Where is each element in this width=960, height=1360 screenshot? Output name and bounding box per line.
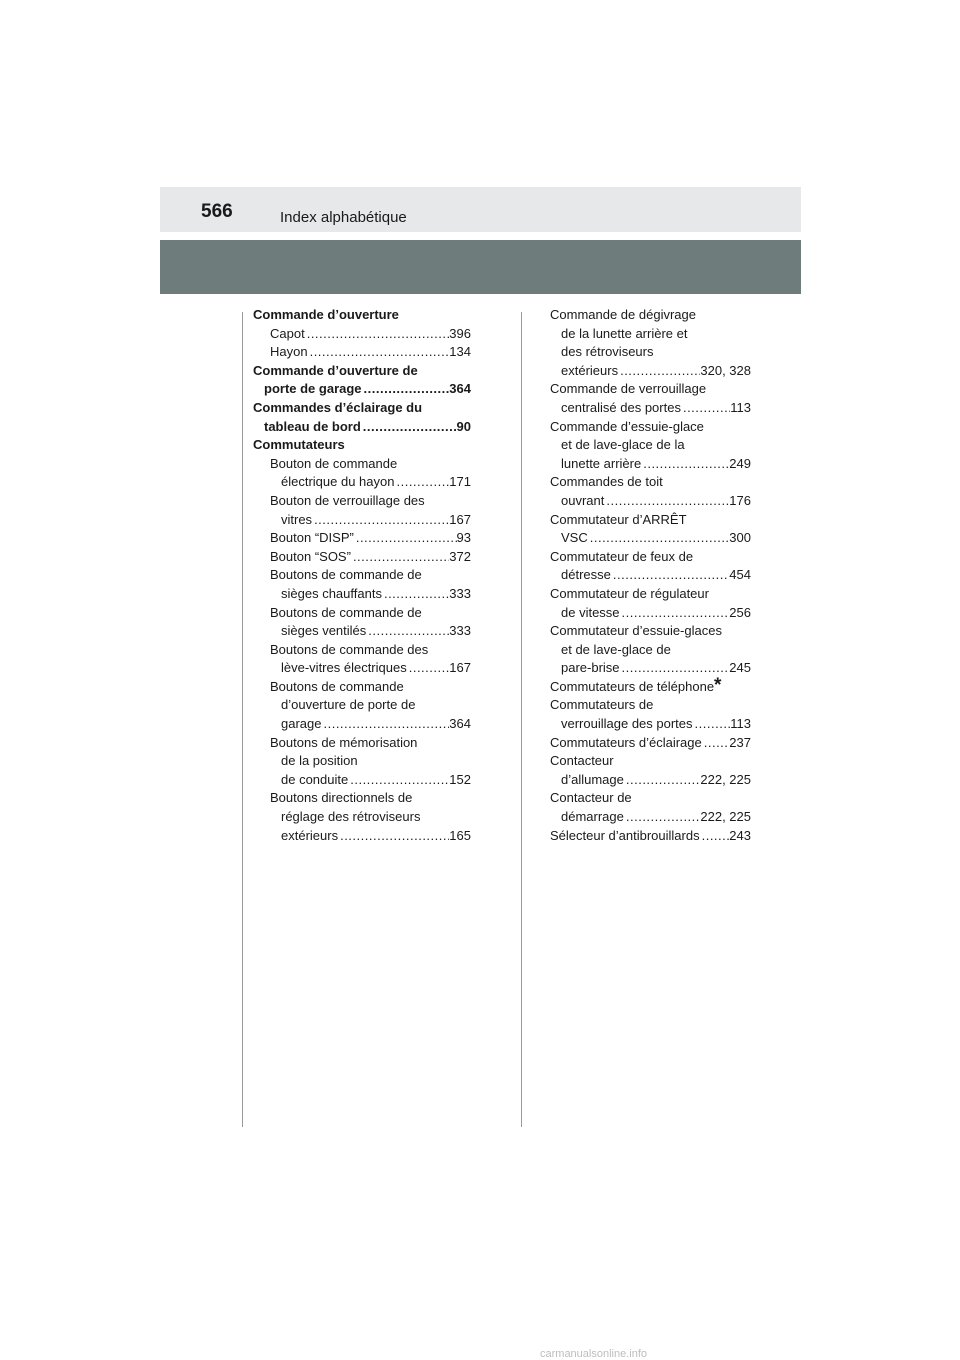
- index-entry: [550, 399, 751, 418]
- entry-text: garage: [281, 716, 322, 732]
- dot-leader: [354, 529, 457, 548]
- dot-leader: [338, 827, 449, 846]
- index-entry: [253, 418, 471, 437]
- index-entry: [253, 362, 471, 381]
- index-entry: [253, 641, 471, 660]
- entry-text: de conduite: [281, 771, 349, 787]
- page-reference[interactable]: 176: [729, 492, 751, 508]
- page-reference[interactable]: 396: [449, 325, 471, 341]
- dot-leader: [394, 473, 449, 492]
- index-entry: [253, 715, 471, 734]
- index-entry: [253, 827, 471, 846]
- index-entry: [253, 752, 471, 771]
- index-entry: [550, 827, 751, 846]
- dot-leader: [624, 808, 701, 827]
- index-entry: [550, 455, 751, 474]
- index-entry: [253, 548, 471, 567]
- dot-leader: [361, 418, 457, 437]
- entry-text: Commutateur de régulateur: [550, 585, 709, 601]
- dot-leader: [604, 492, 729, 511]
- header-band: [160, 240, 801, 294]
- entry-text: Boutons de commande de: [270, 604, 422, 620]
- index-entry: [550, 529, 751, 548]
- entry-text: Commutateurs: [253, 437, 345, 453]
- index-entry: [550, 566, 751, 585]
- dot-leader: [407, 659, 450, 678]
- entry-text: Hayon: [270, 344, 308, 360]
- index-entry: [253, 808, 471, 827]
- dot-leader: [620, 659, 730, 678]
- entry-text: Commande de dégivrage: [550, 307, 696, 322]
- index-entry: [253, 529, 471, 548]
- entry-text: verrouillage des portes: [561, 716, 693, 732]
- index-entry: [253, 511, 471, 530]
- page-reference[interactable]: 243: [729, 827, 751, 843]
- entry-text: Bouton de verrouillage des: [270, 492, 425, 508]
- entry-text: Contacteur de: [550, 790, 632, 806]
- index-entry: [550, 604, 751, 623]
- index-entry: [253, 696, 471, 715]
- entry-text: d’allumage: [561, 771, 624, 787]
- entry-text: Commutateur de feux de: [550, 548, 694, 564]
- page-reference[interactable]: 167: [449, 660, 471, 676]
- entry-text: réglage des rétroviseurs: [281, 809, 421, 825]
- index-entry: [550, 436, 751, 455]
- entry-text: ouvrant: [561, 492, 605, 508]
- entry-text: lunette arrière: [561, 455, 642, 471]
- page-number: 566: [201, 201, 233, 222]
- entry-text: extérieurs: [281, 827, 339, 843]
- page-reference[interactable]: 245: [729, 660, 751, 676]
- page-reference[interactable]: 171: [449, 474, 471, 490]
- page-reference[interactable]: 364: [449, 716, 471, 732]
- index-entry: [253, 436, 471, 455]
- entry-text: Commutateurs d’éclairage: [550, 734, 702, 750]
- index-entry: [253, 325, 471, 344]
- index-entry: [550, 752, 751, 771]
- entry-text: tableau de bord: [264, 418, 361, 434]
- entry-text: détresse: [561, 567, 611, 583]
- entry-text: sièges chauffants: [281, 585, 382, 601]
- page-reference[interactable]: 333: [449, 623, 471, 639]
- dot-leader: [620, 604, 730, 623]
- entry-text: des rétroviseurs: [561, 344, 654, 360]
- index-entry: [550, 325, 751, 344]
- page-reference[interactable]: 222, 225: [700, 771, 751, 787]
- index-entry: [253, 585, 471, 604]
- index-column-left: [253, 306, 471, 845]
- page-reference[interactable]: 256: [729, 604, 751, 620]
- entry-text: et de lave-glace de: [561, 641, 671, 657]
- dot-leader: [624, 771, 701, 790]
- entry-text: Bouton “SOS”: [270, 548, 351, 564]
- index-entry: [550, 789, 751, 808]
- entry-text: extérieurs: [561, 362, 619, 378]
- dot-leader: [618, 362, 700, 381]
- index-entry: [253, 492, 471, 511]
- dot-leader: [362, 380, 450, 399]
- entry-text: de la lunette arrière et: [561, 325, 688, 341]
- index-entry: [550, 473, 751, 492]
- index-entry: [253, 306, 471, 325]
- page-reference[interactable]: 113: [730, 716, 751, 732]
- index-entry: [253, 622, 471, 641]
- index-entry: [253, 455, 471, 474]
- entry-text: lève-vitres électriques: [281, 660, 407, 676]
- index-entry: [550, 548, 751, 567]
- index-entry: [550, 641, 751, 660]
- index-entry: [550, 511, 751, 530]
- index-entry: [253, 604, 471, 623]
- entry-text: vitres: [281, 511, 313, 527]
- dot-leader: [308, 343, 450, 362]
- entry-text: Commandes de toit: [550, 474, 663, 490]
- watermark: carmanualsonline.info: [540, 1348, 648, 1360]
- index-entry: [253, 399, 471, 418]
- entry-text: Commutateur d’ARRÊT: [550, 511, 687, 527]
- entry-text: Bouton de commande: [270, 455, 398, 471]
- index-entry: [550, 696, 751, 715]
- page-reference[interactable]: 222, 225: [700, 809, 751, 825]
- dot-leader: [700, 827, 730, 846]
- section-title: Index alphabétique: [280, 209, 407, 226]
- entry-text: Commande d’ouverture: [253, 307, 399, 322]
- index-entry: [550, 362, 751, 381]
- entry-text: démarrage: [561, 809, 624, 825]
- page-reference[interactable]: 113: [730, 399, 751, 415]
- entry-text: d’ouverture de porte de: [281, 697, 416, 713]
- column-divider-left: [242, 312, 243, 1127]
- entry-text: Commutateurs de: [550, 697, 654, 713]
- page-reference[interactable]: 152: [449, 771, 471, 787]
- entry-text: sièges ventilés: [281, 623, 367, 639]
- entry-text: Boutons de commande: [270, 678, 404, 694]
- index-entry: [253, 789, 471, 808]
- index-entry: [550, 734, 751, 753]
- dot-leader: [321, 715, 449, 734]
- index-entry: [550, 715, 751, 734]
- page-reference[interactable]: 333: [449, 585, 471, 601]
- index-entry: [253, 343, 471, 362]
- header-bar: [160, 187, 801, 232]
- entry-text: Boutons de commande de: [270, 567, 422, 583]
- index-entry: [550, 622, 751, 641]
- page-reference[interactable]: 320, 328: [700, 362, 751, 378]
- dot-leader: [312, 511, 449, 530]
- index-entry: [253, 734, 471, 753]
- index-entry: [550, 492, 751, 511]
- entry-text: Commande d’ouverture de: [253, 362, 418, 378]
- index-entry: [253, 678, 471, 697]
- dot-leader: [305, 325, 450, 344]
- index-entry: [253, 771, 471, 790]
- index-entry: [550, 771, 751, 790]
- index-column-right: [550, 306, 751, 845]
- index-entry: [550, 343, 751, 362]
- entry-text: Commande de verrouillage: [550, 381, 707, 397]
- dot-leader: [611, 566, 729, 585]
- index-entry: [253, 659, 471, 678]
- dot-leader: [366, 622, 449, 641]
- dot-leader: [588, 529, 730, 548]
- index-entry: [550, 380, 751, 399]
- page-reference[interactable]: 364: [449, 381, 471, 397]
- page-reference[interactable]: 372: [449, 548, 471, 564]
- page-reference[interactable]: 249: [729, 455, 751, 471]
- entry-text: VSC: [561, 530, 588, 546]
- index-entry: Commutateurs de téléphone *: [550, 674, 722, 696]
- dot-leader: [702, 734, 730, 753]
- dot-leader: [681, 399, 730, 418]
- entry-text: porte de garage: [264, 381, 362, 397]
- entry-text: pare-brise: [561, 660, 620, 676]
- entry-text: Sélecteur d’antibrouillards: [550, 827, 700, 843]
- entry-text: Boutons de commande des: [270, 641, 429, 657]
- page-reference[interactable]: 93: [456, 530, 471, 546]
- entry-text: Capot: [270, 325, 305, 341]
- entry-text: électrique du hayon: [281, 474, 395, 490]
- entry-text: Commandes d’éclairage du: [253, 399, 423, 415]
- column-divider-right: [521, 312, 522, 1127]
- page-reference[interactable]: 90: [456, 418, 471, 434]
- index-entry: [550, 418, 751, 437]
- page-reference[interactable]: 165: [449, 827, 471, 843]
- entry-text: Boutons de mémorisation: [270, 734, 418, 750]
- index-entry: [253, 473, 471, 492]
- entry-text: Commande d’essuie-glace: [550, 418, 704, 434]
- entry-text: Boutons directionnels de: [270, 790, 413, 806]
- dot-leader: [693, 715, 731, 734]
- entry-text: Commutateur d’essuie-glaces: [550, 623, 722, 639]
- dot-leader: [348, 771, 449, 790]
- dot-leader: [351, 548, 449, 567]
- index-entry: [253, 380, 471, 399]
- entry-text: de la position: [281, 753, 358, 769]
- index-entry: [550, 585, 751, 604]
- dot-leader: [641, 455, 729, 474]
- entry-text: Commutateurs de téléphone: [550, 678, 715, 694]
- index-entry: [253, 566, 471, 585]
- page-reference[interactable]: 167: [449, 511, 471, 527]
- entry-text: Bouton “DISP”: [270, 530, 354, 546]
- entry-text: centralisé des portes: [561, 399, 681, 415]
- index-entry: [550, 808, 751, 827]
- page-reference[interactable]: 134: [449, 344, 471, 360]
- entry-text: Contacteur: [550, 753, 614, 769]
- dot-leader: [382, 585, 449, 604]
- entry-text: de vitesse: [561, 604, 620, 620]
- index-entry: [550, 306, 751, 325]
- page-reference[interactable]: 300: [729, 530, 751, 546]
- page-reference[interactable]: 454: [729, 567, 751, 583]
- entry-text: et de lave-glace de la: [561, 437, 685, 453]
- page-reference[interactable]: 237: [729, 734, 751, 750]
